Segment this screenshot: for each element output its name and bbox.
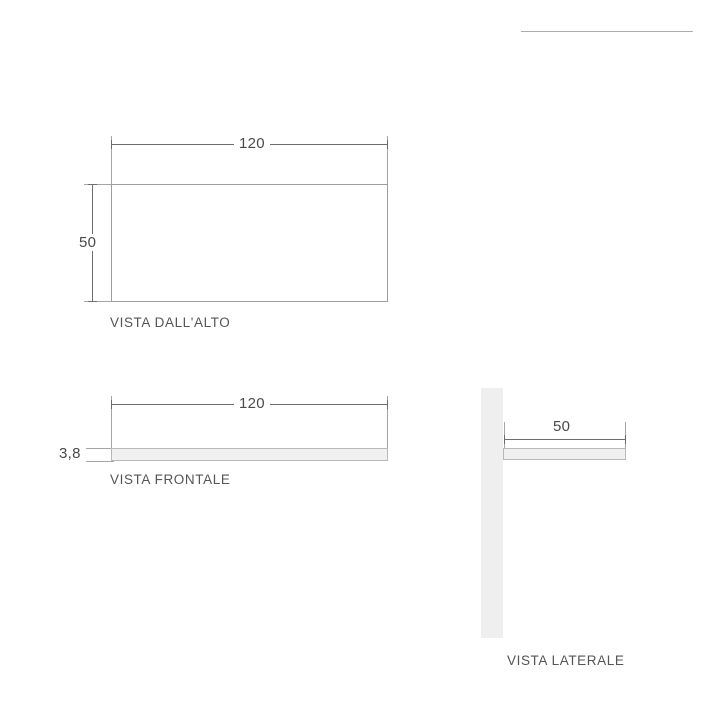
side-view-depth-value: 50 (548, 418, 575, 435)
accent-rule (521, 31, 693, 32)
side-view-shape (503, 448, 626, 460)
front-view-width-value: 120 (234, 395, 270, 412)
top-view-width-tick-left (111, 140, 112, 149)
side-view-wall (481, 388, 503, 638)
front-view-shape (111, 448, 388, 461)
front-view-width-tick-right (387, 400, 388, 409)
side-view-depth-dim-line (504, 439, 625, 440)
top-view-width-value: 120 (234, 135, 270, 152)
side-view-label: VISTA LATERALE (507, 653, 625, 668)
front-view-ext-line-bottom (84, 461, 114, 462)
top-view-width-tick-right (387, 140, 388, 149)
front-view-ext-line-top (84, 448, 114, 449)
side-view-depth-tick-left (504, 435, 505, 444)
top-view-depth-value: 50 (74, 234, 101, 251)
top-view-depth-tick-bottom (88, 301, 97, 302)
top-view-shape (111, 184, 388, 302)
front-view-thickness-value: 3,8 (54, 445, 86, 462)
top-view-depth-tick-top (88, 184, 97, 185)
front-view-width-tick-left (111, 400, 112, 409)
front-view-label: VISTA FRONTALE (110, 472, 231, 487)
top-view-label: VISTA DALL'ALTO (110, 315, 231, 330)
side-view-depth-tick-right (625, 435, 626, 444)
